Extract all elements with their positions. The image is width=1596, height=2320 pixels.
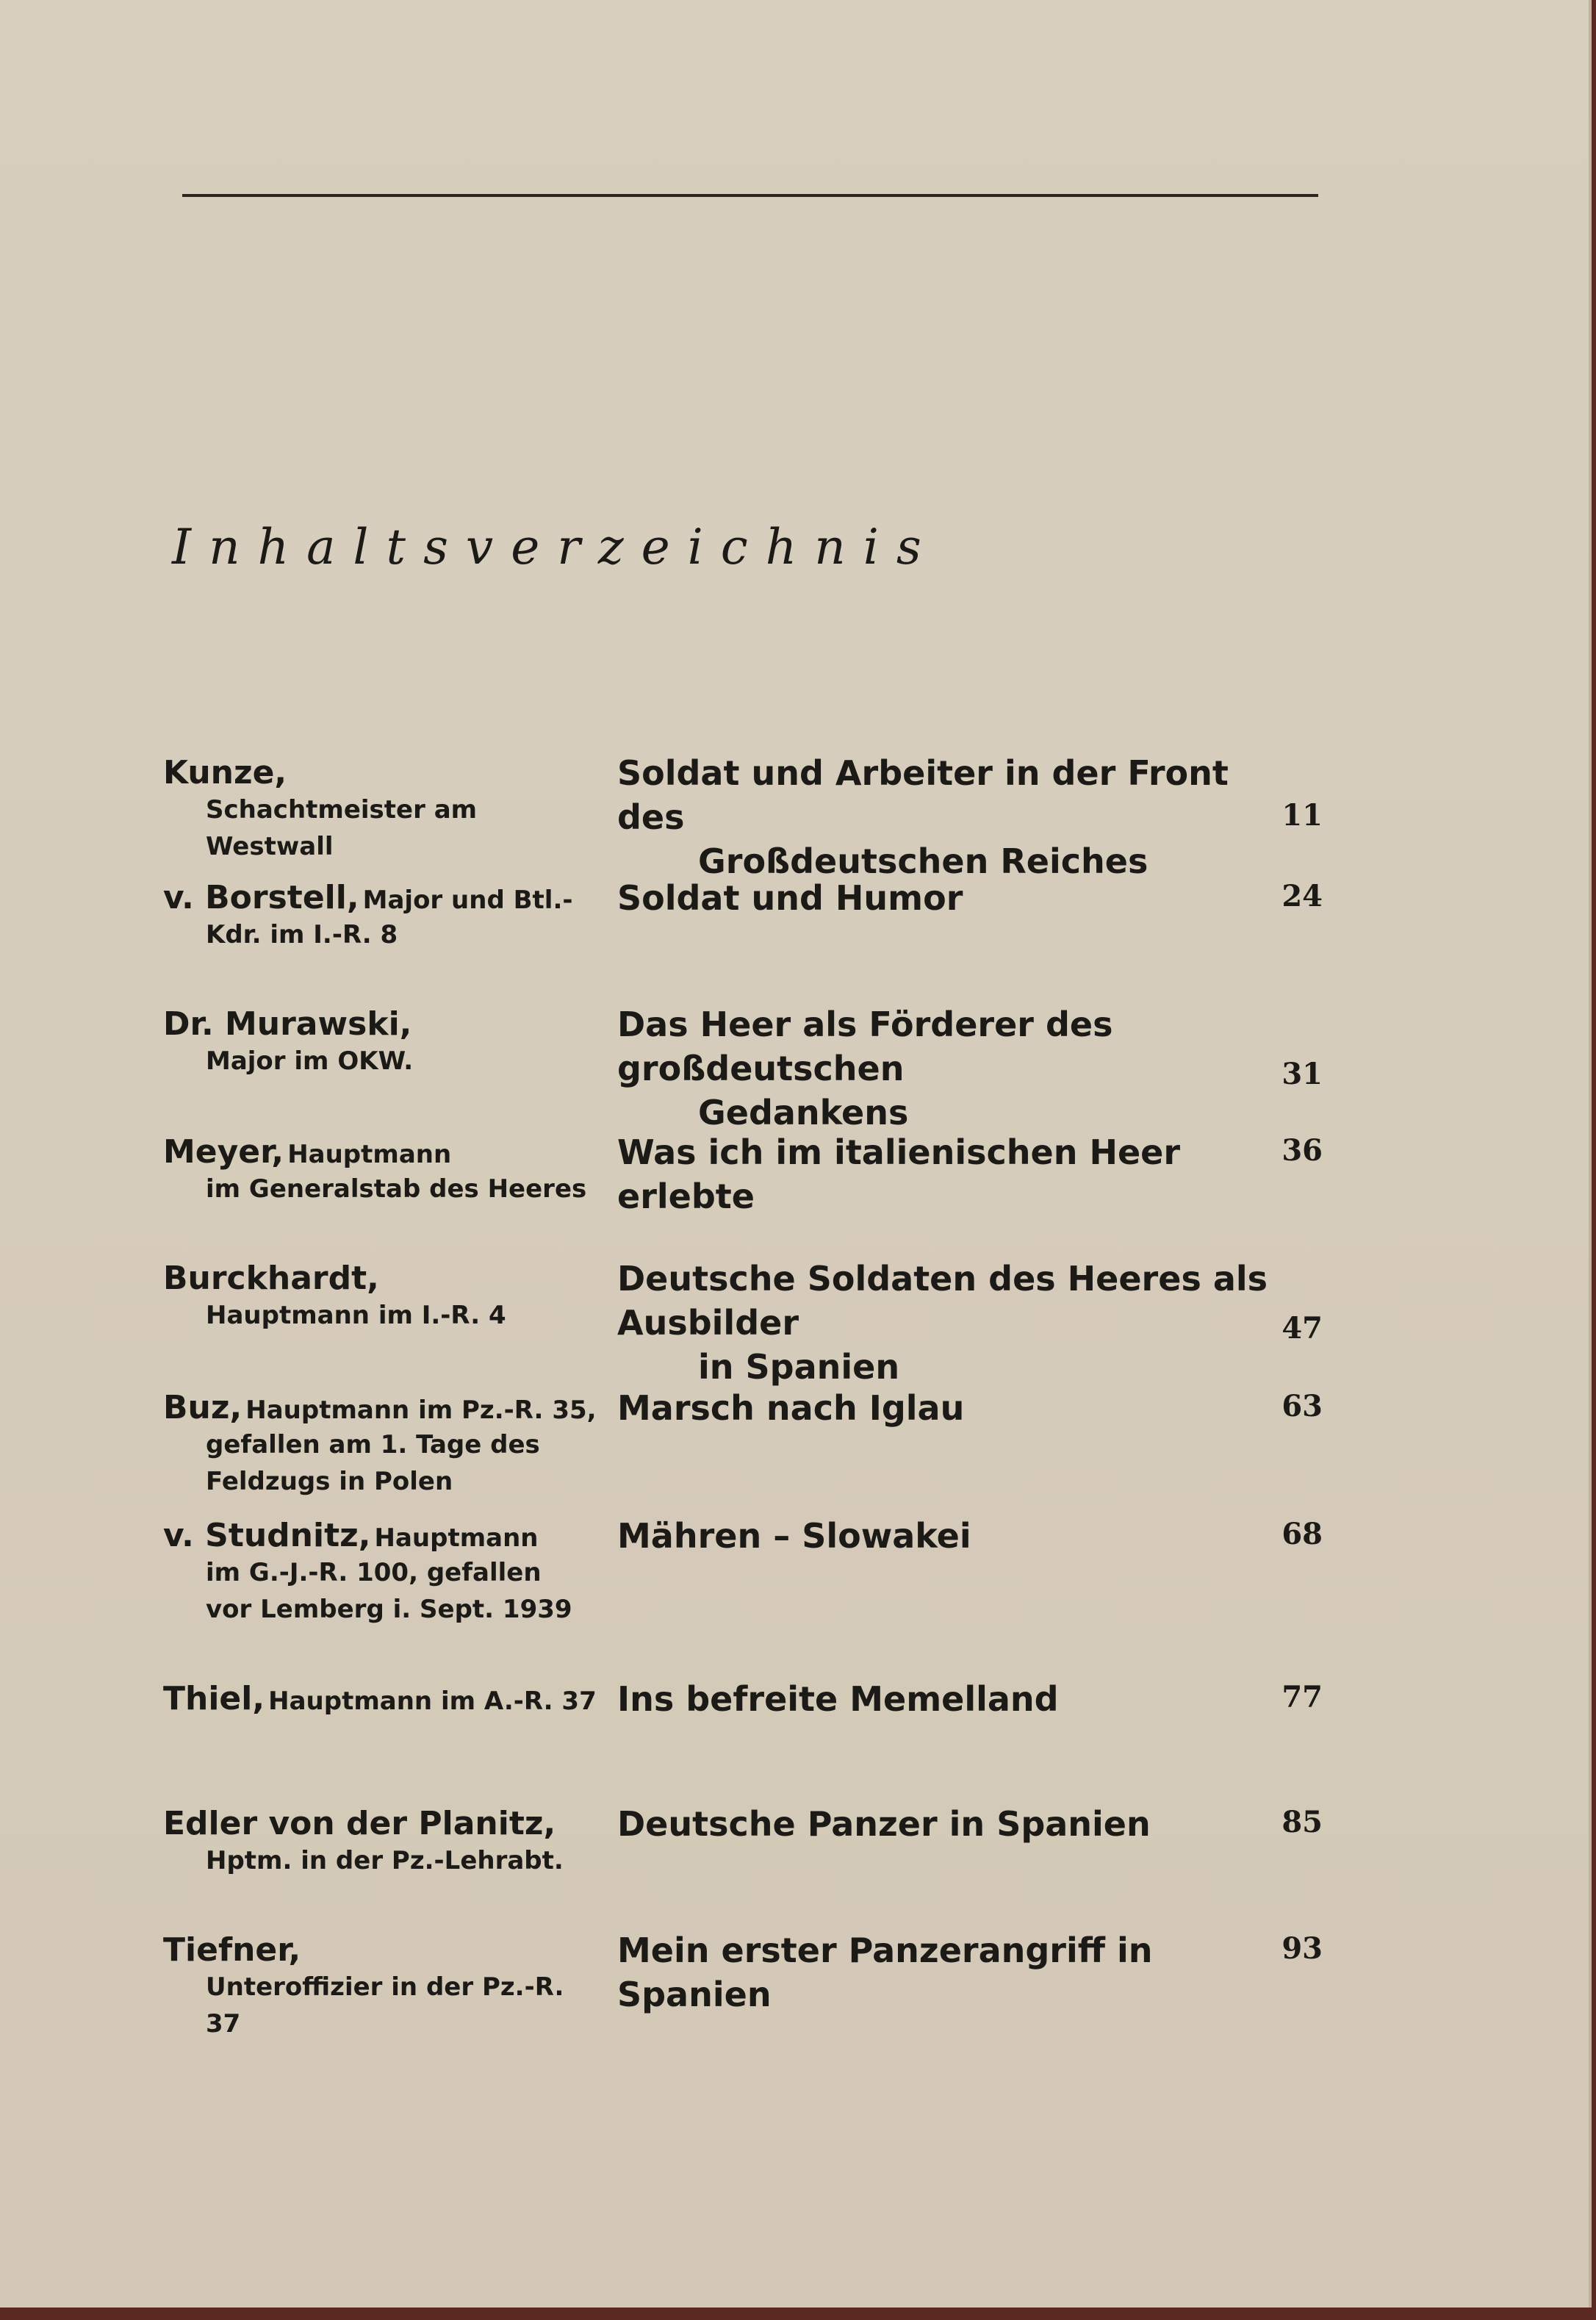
entry-author: Burckhardt, Hauptmann im I.-R. 4 bbox=[163, 1260, 506, 1330]
entry-title: Soldat und Arbeiter in der Front des Großdeutschen Reiches bbox=[617, 753, 1229, 881]
page-title: Inhaltsverzeichnis bbox=[172, 519, 939, 575]
entry-author: Meyer, Hauptmann im Generalstab des Heeres bbox=[163, 1133, 587, 1204]
entry-page: 24 bbox=[1282, 879, 1323, 913]
entry-author: Kunze, Schachtmeister am Westwall bbox=[163, 754, 478, 861]
entry-page: 63 bbox=[1282, 1389, 1323, 1423]
entry-author: Tiefner, Unteroffizier in der Pz.-R. 37 bbox=[163, 1931, 564, 2039]
entry-author: Edler von der Planitz, Hptm. in der Pz.-Lehrabt. bbox=[163, 1805, 564, 1875]
entry-title: Deutsche Soldaten des Heeres als Ausbilder in Spanien bbox=[617, 1259, 1268, 1387]
entry-page: 93 bbox=[1282, 1931, 1323, 1966]
entry-page: 68 bbox=[1282, 1517, 1323, 1551]
entry-title: Soldat und Humor bbox=[617, 878, 963, 918]
entry-page: 36 bbox=[1282, 1133, 1323, 1168]
entry-page: 77 bbox=[1282, 1680, 1323, 1714]
entry-title: Deutsche Panzer in Spanien bbox=[617, 1804, 1151, 1844]
entry-title: Mein erster Panzerangriff in Spanien bbox=[617, 1931, 1153, 2014]
entry-title: Marsch nach Iglau bbox=[617, 1388, 965, 1428]
top-rule bbox=[182, 194, 1318, 197]
entry-author: v. Borstell, Major und Btl.- Kdr. im I.-R. 8 bbox=[163, 879, 573, 949]
entry-author: Thiel, Hauptmann im A.-R. 37 bbox=[163, 1680, 597, 1717]
entry-title: Was ich im italienischen Heer erlebte bbox=[617, 1132, 1181, 1216]
entry-page: 85 bbox=[1282, 1805, 1323, 1839]
entry-page: 31 bbox=[1282, 1057, 1323, 1091]
entry-author: v. Studnitz, Hauptmann im G.-J.-R. 100, gefallen vor Lemberg i. Sept. 1939 bbox=[163, 1517, 572, 1624]
entry-title: Ins befreite Memelland bbox=[617, 1679, 1059, 1719]
entry-page: 47 bbox=[1282, 1311, 1323, 1346]
entry-title: Mähren – Slowakei bbox=[617, 1516, 971, 1556]
entry-author: Buz, Hauptmann im Pz.-R. 35, gefallen am 1. Tage des Feldzugs in Polen bbox=[163, 1389, 597, 1496]
entry-author: Dr. Murawski, Major im OKW. bbox=[163, 1005, 414, 1076]
entry-page: 11 bbox=[1282, 798, 1323, 833]
entry-title: Das Heer als Förderer des großdeutschen Gedankens bbox=[617, 1005, 1113, 1132]
